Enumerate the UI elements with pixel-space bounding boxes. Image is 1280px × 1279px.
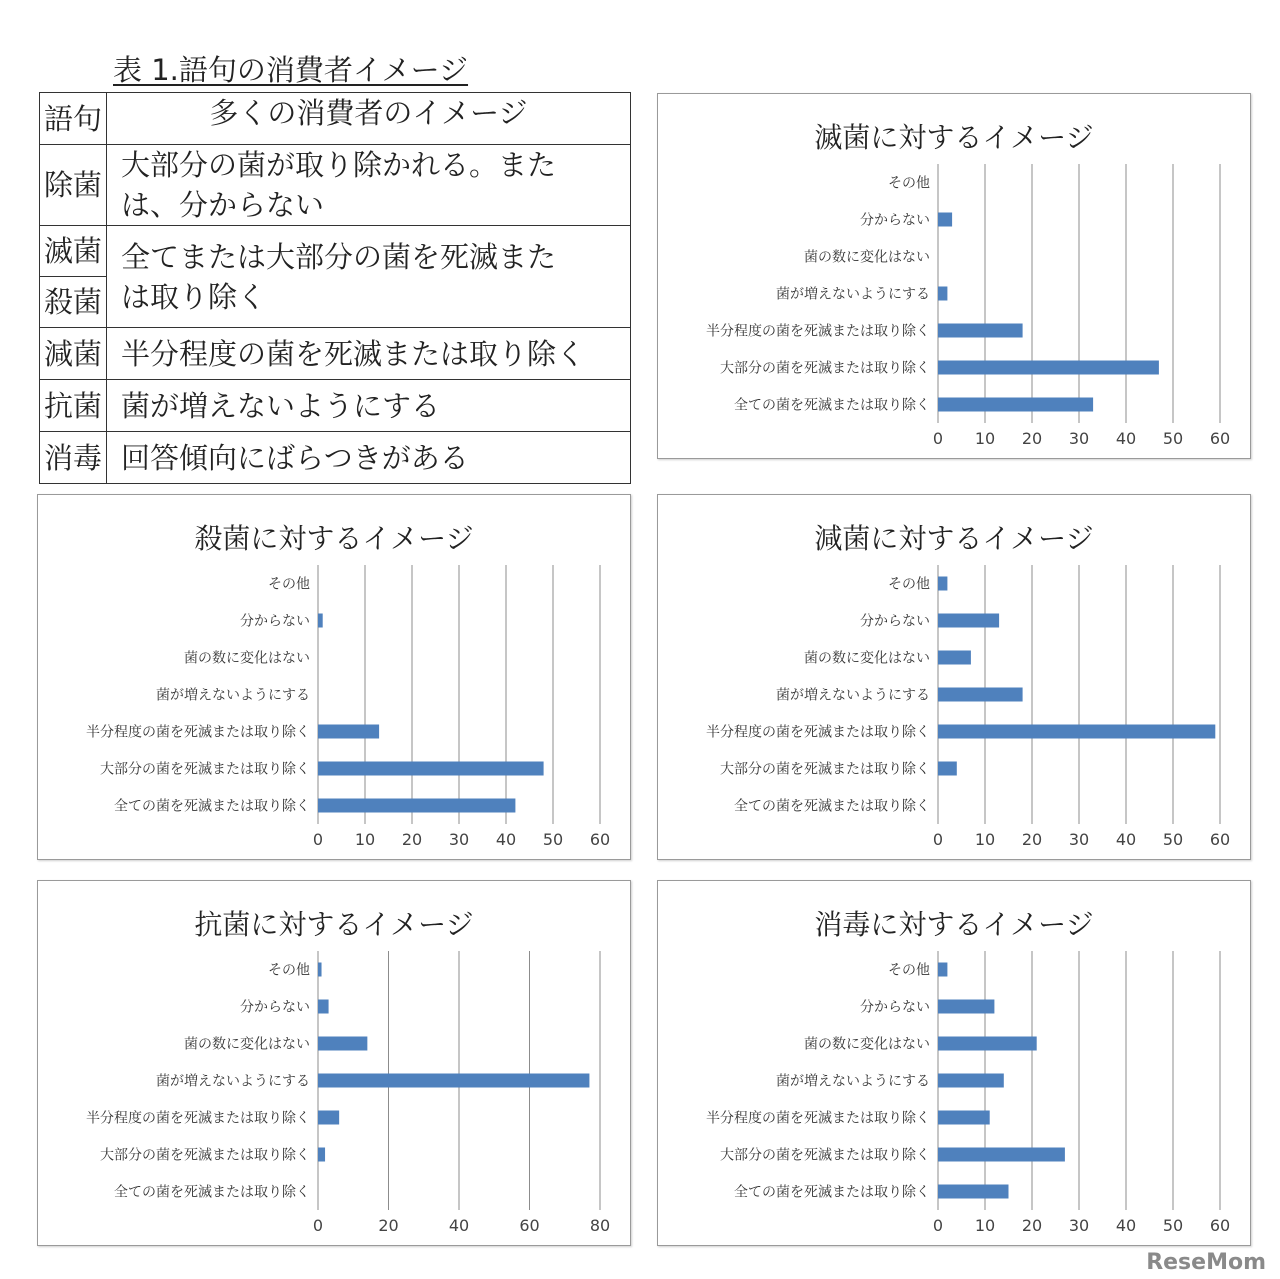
image-line: 全てまたは大部分の菌を死滅また <box>121 239 557 274</box>
bar <box>938 577 947 591</box>
category-label: 分からない <box>860 613 930 630</box>
bar <box>938 213 952 227</box>
x-tick-label: 30 <box>1068 429 1090 448</box>
category-label: 大部分の菌を死滅または取り除く <box>720 1147 930 1164</box>
x-tick-label: 0 <box>312 1216 324 1235</box>
x-tick-label: 20 <box>1021 429 1043 448</box>
image-cell <box>107 145 631 226</box>
table-row <box>40 380 631 432</box>
bar <box>938 324 1023 338</box>
category-label: その他 <box>888 175 930 192</box>
x-tick-label: 0 <box>312 830 324 849</box>
bar <box>938 725 1215 739</box>
category-label: 半分程度の菌を死滅または取り除く <box>706 323 930 340</box>
x-tick-label: 40 <box>495 830 517 849</box>
x-tick-label: 50 <box>542 830 564 849</box>
bar <box>938 614 999 628</box>
category-label: 半分程度の菌を死滅または取り除く <box>706 1110 930 1127</box>
table-title: 表 1.語句の消費者イメージ <box>113 53 469 87</box>
image-line: は、分からない <box>121 188 325 222</box>
x-tick-label: 20 <box>1021 830 1043 849</box>
bar <box>318 725 379 739</box>
x-tick-label: 60 <box>519 1216 540 1235</box>
bar <box>938 1185 1009 1199</box>
bar <box>318 1148 325 1162</box>
x-tick-label: 40 <box>1115 1216 1137 1235</box>
category-label: 半分程度の菌を死滅または取り除く <box>706 724 930 741</box>
image-cell <box>107 226 631 328</box>
bar <box>938 688 1023 702</box>
x-tick-label: 60 <box>1209 1216 1231 1235</box>
category-label: 菌の数に変化はない <box>804 249 930 266</box>
x-tick-label: 50 <box>1162 830 1184 849</box>
table-row <box>40 328 631 380</box>
category-label: その他 <box>888 962 930 979</box>
chart-panel-genkin <box>657 494 1251 860</box>
bar <box>318 614 323 628</box>
chart-panel-koukin <box>37 880 631 1246</box>
category-label: 菌が増えないようにする <box>776 1073 930 1090</box>
term-cell: 抗菌 <box>40 380 107 432</box>
bar-chart <box>658 94 1250 458</box>
bar <box>318 799 515 813</box>
x-tick-label: 60 <box>1209 830 1231 849</box>
term-cell: 滅菌 <box>40 226 107 277</box>
chart-title: 殺菌に対するイメージ <box>194 522 474 555</box>
terms-table <box>39 92 631 484</box>
category-label: 菌の数に変化はない <box>184 1036 310 1053</box>
category-label: 半分程度の菌を死滅または取り除く <box>86 1110 310 1127</box>
chart-title: 抗菌に対するイメージ <box>194 908 474 941</box>
bar-chart <box>38 495 630 859</box>
category-label: 大部分の菌を死滅または取り除く <box>100 761 310 778</box>
image-cell: 菌が増えないようにする <box>107 380 631 432</box>
category-label: 全ての菌を死滅または取り除く <box>734 1184 930 1201</box>
x-tick-label: 50 <box>1162 1216 1184 1235</box>
x-tick-label: 60 <box>589 830 611 849</box>
table-row <box>40 226 631 277</box>
bar <box>938 1037 1037 1051</box>
category-label: その他 <box>268 962 310 979</box>
category-label: 全ての菌を死滅または取り除く <box>114 1184 310 1201</box>
category-label: 全ての菌を死滅または取り除く <box>114 798 310 815</box>
category-label: 分からない <box>240 999 310 1016</box>
chart-panel-mekkin <box>657 93 1251 459</box>
image-line: 大部分の菌が取り除かれる。また <box>121 148 557 182</box>
category-label: 分からない <box>860 999 930 1016</box>
x-tick-label: 10 <box>974 429 996 448</box>
x-tick-label: 80 <box>589 1216 611 1235</box>
x-tick-label: 30 <box>1068 1216 1090 1235</box>
chart-panel-shoudoku <box>657 880 1251 1246</box>
bar <box>318 1074 589 1088</box>
bar <box>938 361 1159 375</box>
bar <box>938 1000 994 1014</box>
x-tick-label: 40 <box>448 1216 470 1235</box>
table-row <box>40 432 631 484</box>
bar <box>938 963 947 977</box>
chart-title: 減菌に対するイメージ <box>814 522 1094 555</box>
term-cell: 除菌 <box>40 145 107 226</box>
x-tick-label: 0 <box>932 830 944 849</box>
category-label: 全ての菌を死滅または取り除く <box>734 798 930 815</box>
bar-chart <box>38 881 630 1245</box>
bar <box>318 1000 329 1014</box>
category-label: 菌の数に変化はない <box>184 650 310 667</box>
category-label: 菌の数に変化はない <box>804 650 930 667</box>
x-tick-label: 40 <box>1115 429 1137 448</box>
bar <box>318 963 322 977</box>
category-label: 半分程度の菌を死滅または取り除く <box>86 724 310 741</box>
bar-chart <box>658 881 1250 1245</box>
bar <box>318 762 544 776</box>
category-label: その他 <box>888 576 930 593</box>
chart-panel-sakkin <box>37 494 631 860</box>
category-label: その他 <box>268 576 310 593</box>
x-tick-label: 30 <box>1068 830 1090 849</box>
x-tick-label: 60 <box>1209 429 1231 448</box>
category-label: 分からない <box>860 212 930 229</box>
chart-title: 消毒に対するイメージ <box>814 908 1094 941</box>
x-tick-label: 0 <box>932 429 944 448</box>
bar <box>938 1148 1065 1162</box>
x-tick-label: 30 <box>448 830 470 849</box>
term-cell: 殺菌 <box>40 277 107 328</box>
x-tick-label: 10 <box>974 1216 996 1235</box>
image-cell: 回答傾向にばらつきがある <box>107 432 631 484</box>
category-label: 大部分の菌を死滅または取り除く <box>720 360 930 377</box>
x-tick-label: 0 <box>932 1216 944 1235</box>
image-cell: 半分程度の菌を死滅または取り除く <box>107 328 631 380</box>
x-tick-label: 10 <box>354 830 376 849</box>
bar <box>938 398 1093 412</box>
x-tick-label: 20 <box>401 830 423 849</box>
bar <box>938 1111 990 1125</box>
term-cell: 減菌 <box>40 328 107 380</box>
header-term: 語句 <box>40 93 107 145</box>
term-cell: 消毒 <box>40 432 107 484</box>
category-label: 大部分の菌を死滅または取り除く <box>720 761 930 778</box>
x-tick-label: 20 <box>378 1216 399 1235</box>
category-label: 分からない <box>240 613 310 630</box>
x-tick-label: 40 <box>1115 830 1137 849</box>
table-header-row <box>40 93 631 145</box>
x-tick-label: 50 <box>1162 429 1184 448</box>
x-tick-label: 10 <box>974 830 996 849</box>
category-label: 菌の数に変化はない <box>804 1036 930 1053</box>
bar <box>318 1037 367 1051</box>
bar <box>938 651 971 665</box>
category-label: 菌が増えないようにする <box>776 687 930 704</box>
category-label: 大部分の菌を死滅または取り除く <box>100 1147 310 1164</box>
bar-chart <box>658 495 1250 859</box>
header-image: 多くの消費者のイメージ <box>107 93 631 145</box>
image-line: は取り除く <box>121 279 267 314</box>
category-label: 全ての菌を死滅または取り除く <box>734 397 930 414</box>
bar <box>938 287 947 301</box>
bar <box>318 1111 339 1125</box>
category-label: 菌が増えないようにする <box>776 286 930 303</box>
bar <box>938 762 957 776</box>
x-tick-label: 20 <box>1021 1216 1043 1235</box>
table-row <box>40 145 631 226</box>
category-label: 菌が増えないようにする <box>156 687 310 704</box>
chart-title: 滅菌に対するイメージ <box>814 121 1094 154</box>
bar <box>938 1074 1004 1088</box>
category-label: 菌が増えないようにする <box>156 1073 310 1090</box>
watermark-logo: ReseMom <box>1146 1250 1266 1275</box>
